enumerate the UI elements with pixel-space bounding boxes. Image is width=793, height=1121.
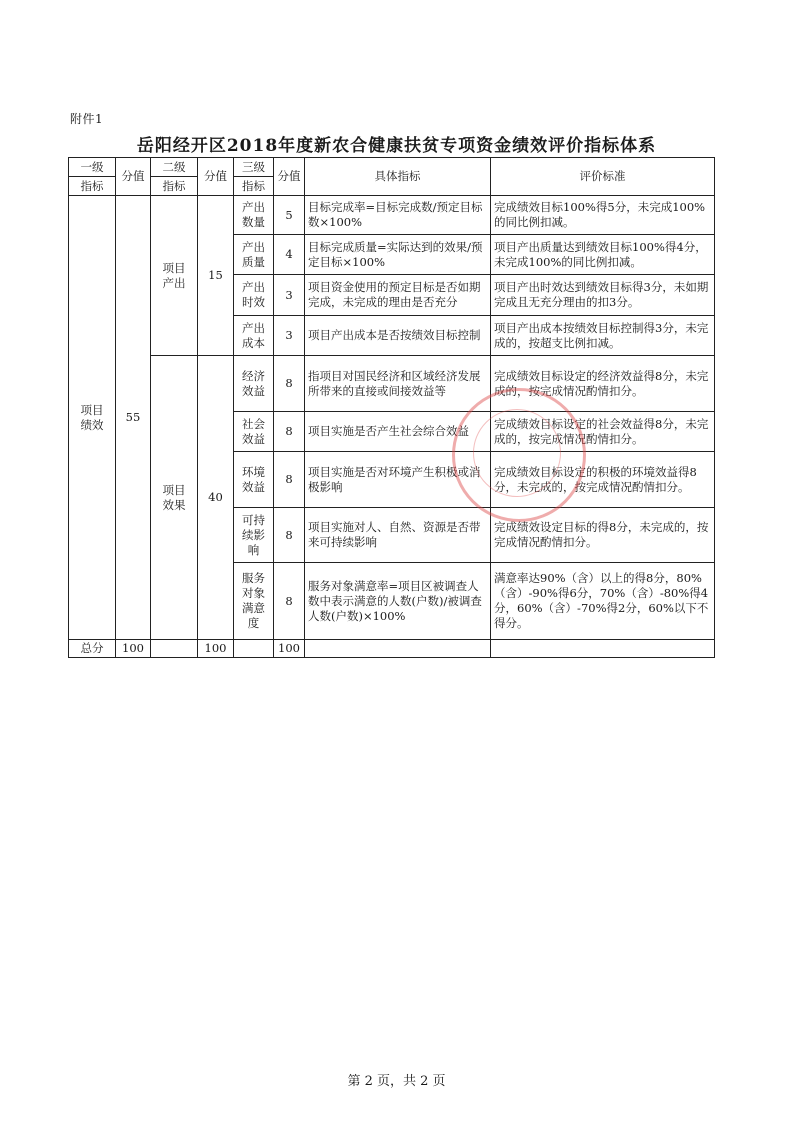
header-score3: 分值 (274, 158, 305, 196)
level3-name: 社会 效益 (234, 412, 274, 452)
level3-name: 产出 时效 (234, 275, 274, 316)
total-empty-1 (151, 640, 198, 658)
total-score2: 100 (198, 640, 234, 658)
header-row-1 (69, 158, 715, 177)
total-empty-4 (491, 640, 715, 658)
specific-indicator: 项目资金使用的预定目标是否如期完成，未完成的理由是否充分 (305, 275, 491, 316)
level2-name: 项目 产出 (151, 196, 198, 356)
evaluation-criteria: 完成绩效目标设定的经济效益得8分，未完成的，按完成情况酌情扣分。 (491, 356, 715, 412)
table-body (69, 196, 715, 640)
level2-name: 项目 效果 (151, 356, 198, 640)
level3-score: 8 (274, 356, 305, 412)
header-level1-bottom: 指标 (69, 177, 116, 196)
level3-score: 3 (274, 275, 305, 316)
table-row (69, 356, 715, 412)
indicator-table (68, 157, 715, 658)
total-row (69, 640, 715, 658)
evaluation-criteria: 项目产出成本按绩效目标控制得3分，未完成的，按超支比例扣减。 (491, 316, 715, 356)
total-score3: 100 (274, 640, 305, 658)
specific-indicator: 项目产出成本是否按绩效目标控制 (305, 316, 491, 356)
level3-score: 8 (274, 412, 305, 452)
level1-name: 项目 绩效 (69, 196, 116, 640)
level3-name: 产出 数量 (234, 196, 274, 235)
level3-name: 产出 成本 (234, 316, 274, 356)
specific-indicator: 项目实施对人、自然、资源是否带来可持续影响 (305, 508, 491, 563)
header-score2: 分值 (198, 158, 234, 196)
level2-score: 40 (198, 356, 234, 640)
header-specific: 具体指标 (305, 158, 491, 196)
total-label: 总分 (69, 640, 116, 658)
total-empty-2 (234, 640, 274, 658)
specific-indicator: 项目实施是否产生社会综合效益 (305, 412, 491, 452)
page-footer: 第 2 页，共 2 页 (347, 1074, 446, 1089)
level3-score: 8 (274, 508, 305, 563)
level3-name: 产出 质量 (234, 235, 274, 275)
specific-indicator: 目标完成质量=实际达到的效果/预定目标×100% (305, 235, 491, 275)
header-level2-top: 二级 (151, 158, 198, 177)
evaluation-criteria: 完成绩效目标设定的积极的环境效益得8分，未完成的，按完成情况酌情扣分。 (491, 452, 715, 508)
specific-indicator: 指项目对国民经济和区域经济发展所带来的直接或间接效益等 (305, 356, 491, 412)
header-level3-bottom: 指标 (234, 177, 274, 196)
table-row (69, 196, 715, 235)
official-seal-stamp (452, 388, 586, 522)
level3-score: 4 (274, 235, 305, 275)
evaluation-criteria: 完成绩效目标100%得5分，未完成100%的同比例扣减。 (491, 196, 715, 235)
specific-indicator: 目标完成率=目标完成数/预定目标数×100% (305, 196, 491, 235)
specific-indicator: 项目实施是否对环境产生积极或消极影响 (305, 452, 491, 508)
header-score1: 分值 (116, 158, 151, 196)
total-score1: 100 (116, 640, 151, 658)
level2-score: 15 (198, 196, 234, 356)
level3-score: 3 (274, 316, 305, 356)
specific-indicator: 服务对象满意率=项目区被调查人数中表示满意的人数(户数)/被调查人数(户数)×100% (305, 563, 491, 640)
level3-name: 服务 对象 满意 度 (234, 563, 274, 640)
total-empty-3 (305, 640, 491, 658)
header-level1-top: 一级 (69, 158, 116, 177)
evaluation-criteria: 完成绩效目标设定的社会效益得8分，未完成的，按完成情况酌情扣分。 (491, 412, 715, 452)
level3-name: 可持 续影 响 (234, 508, 274, 563)
header-level3-top: 三级 (234, 158, 274, 177)
level3-name: 环境 效益 (234, 452, 274, 508)
level3-score: 8 (274, 452, 305, 508)
attachment-label: 附件1 (70, 112, 104, 126)
header-criteria: 评价标准 (491, 158, 715, 196)
evaluation-criteria: 满意率达90%（含）以上的得8分，80%（含）-90%得6分，70%（含）-80%得4分，60%（含）-70%得2分，60%以下不得分。 (491, 563, 715, 640)
level1-score: 55 (116, 196, 151, 640)
level3-score: 8 (274, 563, 305, 640)
evaluation-criteria: 项目产出质量达到绩效目标100%得4分，未完成100%的同比例扣减。 (491, 235, 715, 275)
evaluation-criteria: 完成绩效设定目标的得8分，未完成的，按完成情况酌情扣分。 (491, 508, 715, 563)
document-title: 岳阳经开区2018年度新农合健康扶贫专项资金绩效评价指标体系 (136, 136, 657, 156)
header-level2-bottom: 指标 (151, 177, 198, 196)
evaluation-criteria: 项目产出时效达到绩效目标得3分，未如期完成且无充分理由的扣3分。 (491, 275, 715, 316)
level3-score: 5 (274, 196, 305, 235)
level3-name: 经济 效益 (234, 356, 274, 412)
